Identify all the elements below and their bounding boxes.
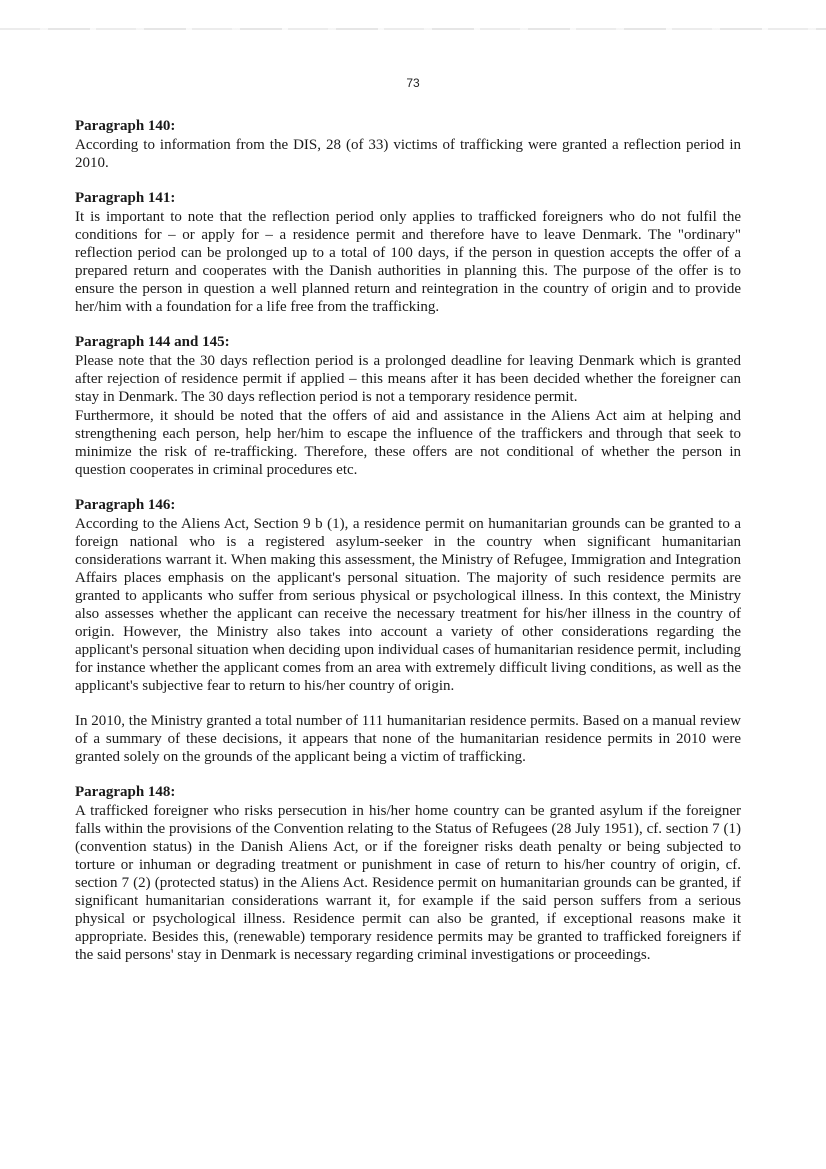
section-heading: Paragraph 144 and 145: — [75, 334, 230, 350]
section-paragraph-148 — [75, 783, 741, 964]
section-heading: Paragraph 140: — [75, 118, 176, 134]
section-paragraph-146 — [75, 496, 741, 695]
standalone-paragraph: In 2010, the Ministry granted a total number of 111 humanitarian residence permits. Based on a manual review of a summary of these decisions, it appears that none of the humanitarian residence permits in 2010 were granted solely on the grounds of the applicant being a victim of trafficking. — [75, 713, 741, 765]
section-text: Furthermore, it should be noted that the offers of aid and assistance in the Aliens Act aim at helping and strengthening each person, help her/him to escape the influence of the traffickers and through that seek to minimize the risk of re-trafficking. Therefore, these offers are not conditional of whether the person in question cooperates in criminal procedures etc. — [75, 408, 741, 478]
section-heading: Paragraph 141: — [75, 190, 176, 206]
section-text: A trafficked foreigner who risks persecution in his/her home country can be granted asylum if the foreigner falls within the provisions of the Convention relating to the Status of Refugees (28 July 1951), cf. section 7 (1) (convention status) in the Danish Aliens Act, or if the foreigner risks death penalty or being subjected to torture or inhuman or degrading treatment or punishment in case of return to his/her country of origin, cf. section 7 (2) (protected status) in the Aliens Act. Residence permit on humanitarian grounds can be granted, if significant humanitarian considerations warrant it, for example if the said person suffers from a serious physical or psychological illness. Residence permit can also be granted, if exceptional reasons make it appropriate. Besides this, (renewable) temporary residence permits may be granted to trafficked foreigners if the said persons' stay in Denmark is necessary regarding criminal investigations or proceedings. — [75, 803, 741, 963]
section-text: It is important to note that the reflection period only applies to trafficked foreigners who do not fulfil the conditions for – or apply for – a residence permit and therefore have to leave Denmark. The "ordinary" reflection period can be prolonged up to a total of 100 days, if the person in question accepts the offer of a prepared return and cooperates with the Danish authorities in planning this. The purpose of the offer is to ensure the person in question a well planned return and reintegration in the country of origin and to provide her/him with a foundation for a life free from the trafficking. — [75, 209, 741, 315]
page-number: 73 — [406, 76, 420, 90]
document-body — [75, 117, 741, 981]
section-text: According to the Aliens Act, Section 9 b (1), a residence permit on humanitarian grounds can be granted to a foreign national who is a registered asylum-seeker in the country when significant humanitarian considerations warrant it. When making this assessment, the Ministry of Refugee, Immigration and Integration Affairs places emphasis on the applicant's personal situation. The majority of such residence permits are granted to applicants who suffer from serious physical or psychological illness. In this context, the Ministry also assesses whether the applicant can receive the necessary treatment for his/her illness in the country of origin. However, the Ministry also takes into account a variety of other considerations regarding the applicant's personal situation when deciding upon individual cases of humanitarian residence permit, including for instance whether the applicant comes from an area with extremely difficult living conditions, as well as the applicant's subjective fear to return to his/her country of origin. — [75, 516, 741, 694]
section-text: Please note that the 30 days reflection period is a prolonged deadline for leaving Denmark which is granted after rejection of residence permit if applied – this means after it has been decided whether the foreigner can stay in Denmark. The 30 days reflection period is not a temporary residence permit. — [75, 353, 741, 405]
section-heading: Paragraph 146: — [75, 497, 176, 513]
scan-edge-artifact — [0, 28, 826, 30]
section-heading: Paragraph 148: — [75, 784, 176, 800]
section-paragraph-141 — [75, 189, 741, 316]
section-paragraph-140 — [75, 117, 741, 172]
section-paragraph-144-145 — [75, 333, 741, 479]
section-text: According to information from the DIS, 28 (of 33) victims of trafficking were granted a reflection period in 2010. — [75, 137, 741, 171]
